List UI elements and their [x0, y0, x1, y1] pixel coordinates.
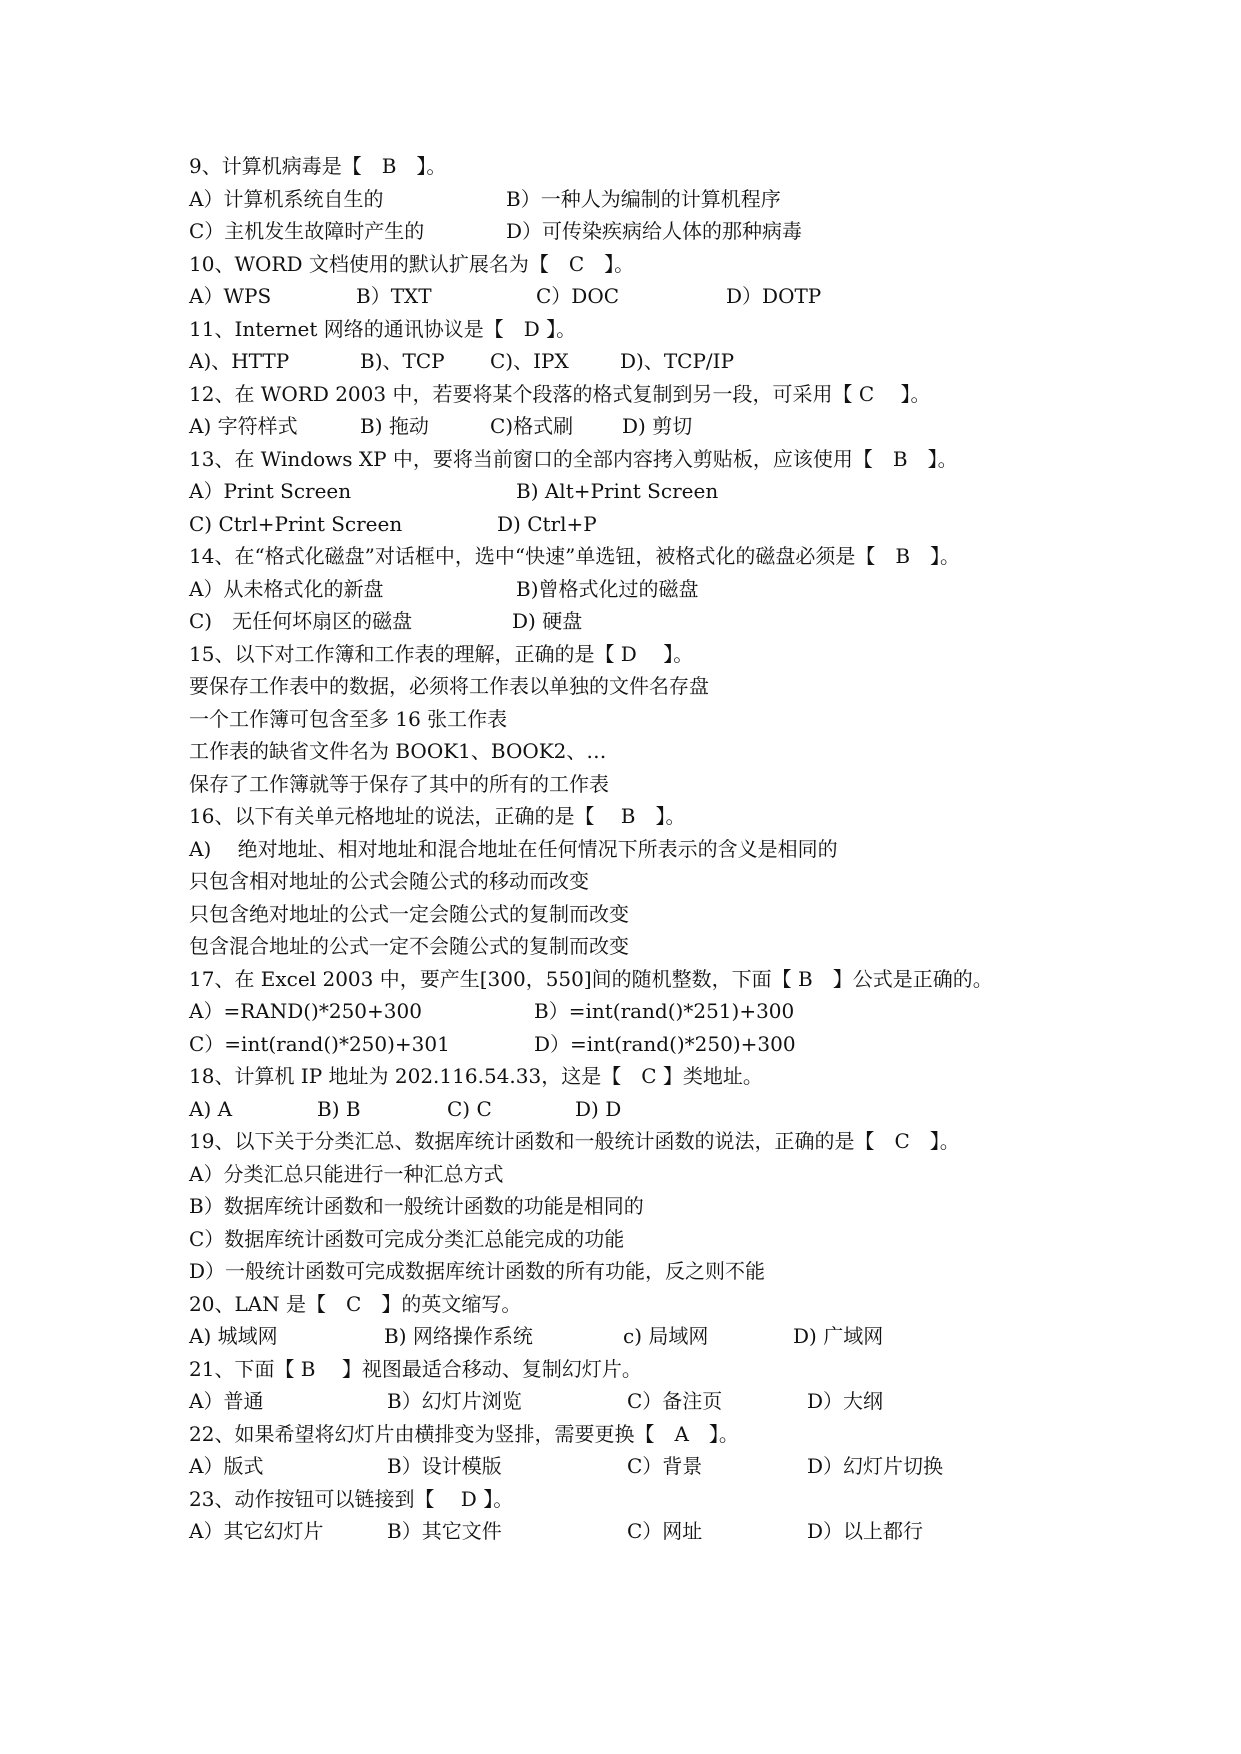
question-text: 22、如果希望将幻灯片由横排变为竖排，需要更换【 A 】。	[189, 1421, 739, 1446]
question-line	[189, 1060, 1189, 1093]
option-c: C）背景	[627, 1454, 703, 1478]
option-d: D）可传染疾病给人体的那种病毒	[506, 219, 803, 243]
question-line	[189, 150, 1189, 183]
option-line	[189, 183, 1189, 216]
option-line	[189, 995, 1189, 1028]
question-line	[189, 1483, 1189, 1516]
statement-line	[189, 1223, 1189, 1256]
statement-line	[189, 735, 1189, 768]
question-text: 17、在 Excel 2003 中，要产生[300，550]间的随机整数，下面【 B 】公式是正确的。	[189, 966, 993, 991]
option-a: A) A	[189, 1096, 233, 1121]
question-line	[189, 963, 1189, 996]
option-a: A）计算机系统自生的	[189, 186, 384, 211]
option-a: A）分类汇总只能进行一种汇总方式	[189, 1161, 504, 1186]
statement-line	[189, 865, 1189, 898]
question-text: 23、动作按钮可以链接到【 D 】。	[189, 1486, 514, 1511]
question-text: 12、在 WORD 2003 中，若要将某个段落的格式复制到另一段，可采用【 C 】。	[189, 381, 931, 406]
option-d: D）以上都行	[807, 1519, 924, 1543]
option-c: C) Ctrl+Print Screen	[189, 511, 403, 536]
option-d: D) 剪切	[622, 414, 693, 438]
option-c: C）网址	[627, 1519, 703, 1543]
question-text: 21、下面【 B 】视图最适合移动、复制幻灯片。	[189, 1356, 642, 1381]
statement-text: A) 绝对地址、相对地址和混合地址在任何情况下所表示的含义是相同的	[189, 836, 838, 861]
option-d: D) D	[575, 1096, 622, 1121]
question-text: 19、以下关于分类汇总、数据库统计函数和一般统计函数的说法，正确的是【 C 】。	[189, 1129, 960, 1153]
option-b: B）数据库统计函数和一般统计函数的功能是相同的	[189, 1194, 644, 1218]
option-b: B）设计模版	[387, 1454, 502, 1478]
option-a: A) 字符样式	[189, 414, 298, 438]
option-c: C)、IPX	[490, 349, 569, 373]
option-a: A) 城域网	[189, 1324, 278, 1348]
statement-line	[189, 898, 1189, 931]
option-d: D）DOTP	[726, 284, 822, 308]
question-text: 15、以下对工作簿和工作表的理解，正确的是【 D 】。	[189, 641, 694, 666]
statement-text: 一个工作簿可包含至多 16 张工作表	[189, 706, 508, 731]
option-line	[189, 1385, 1189, 1418]
option-line	[189, 508, 1189, 541]
statement-line	[189, 768, 1189, 801]
option-line	[189, 475, 1189, 508]
option-d: D）一般统计函数可完成数据库统计函数的所有功能，反之则不能	[189, 1259, 766, 1283]
option-a: A)、HTTP	[189, 349, 290, 373]
quiz-content	[189, 150, 1189, 1548]
question-text: 16、以下有关单元格地址的说法，正确的是【 B 】。	[189, 804, 686, 828]
option-a: A）其它幻灯片	[189, 1519, 324, 1543]
option-b: B）TXT	[356, 284, 432, 308]
question-line	[189, 800, 1189, 833]
option-b: B)曾格式化过的磁盘	[516, 576, 699, 601]
statement-text: 只包含绝对地址的公式一定会随公式的复制而改变	[189, 901, 629, 926]
option-line	[189, 1320, 1189, 1353]
question-line	[189, 1125, 1189, 1158]
option-line	[189, 1093, 1189, 1126]
option-b: B）=int(rand()*251)+300	[534, 999, 795, 1023]
option-a: A）从未格式化的新盘	[189, 576, 384, 601]
option-a: A）WPS	[189, 284, 272, 308]
question-text: 20、LAN 是【 C 】的英文缩写。	[189, 1291, 522, 1316]
statement-text: 只包含相对地址的公式会随公式的移动而改变	[189, 869, 589, 893]
option-b: B) 网络操作系统	[384, 1324, 533, 1348]
question-text: 14、在“格式化磁盘”对话框中，选中“快速”单选钮，被格式化的磁盘必须是【 B 】。	[189, 544, 961, 568]
option-c: C）主机发生故障时产生的	[189, 219, 425, 243]
option-d: D）大纲	[807, 1389, 884, 1413]
question-line	[189, 638, 1189, 671]
question-text: 10、WORD 文档使用的默认扩展名为【 C 】。	[189, 251, 635, 276]
option-line	[189, 215, 1189, 248]
question-line	[189, 443, 1189, 476]
statement-text: 要保存工作表中的数据，必须将工作表以单独的文件名存盘	[189, 674, 709, 698]
option-c: C）=int(rand()*250)+301	[189, 1031, 450, 1056]
option-d: D) Ctrl+P	[497, 511, 597, 536]
option-a: A）Print Screen	[189, 479, 352, 503]
option-b: B)、TCP	[360, 349, 445, 373]
question-line	[189, 313, 1189, 346]
option-c: C) C	[447, 1096, 492, 1121]
question-line	[189, 540, 1189, 573]
question-line	[189, 1288, 1189, 1321]
question-text: 9、计算机病毒是【 B 】。	[189, 154, 447, 178]
option-b: B) 拖动	[360, 414, 429, 438]
statement-text: 包含混合地址的公式一定不会随公式的复制而改变	[189, 934, 629, 958]
option-line	[189, 1028, 1189, 1061]
question-text: 13、在 Windows XP 中，要将当前窗口的全部内容拷入剪贴板，应该使用【 B 】。	[189, 446, 958, 471]
option-a: A）=RAND()*250+300	[189, 999, 422, 1023]
statement-line	[189, 670, 1189, 703]
option-line	[189, 1450, 1189, 1483]
option-a: A）版式	[189, 1454, 264, 1478]
option-d: D)、TCP/IP	[620, 349, 735, 373]
question-line	[189, 1353, 1189, 1386]
statement-line	[189, 833, 1189, 866]
option-d: D）=int(rand()*250)+300	[534, 1031, 796, 1056]
option-line	[189, 605, 1189, 638]
question-text: 11、Internet 网络的通讯协议是【 D 】。	[189, 316, 577, 341]
option-d: D）幻灯片切换	[807, 1454, 944, 1478]
option-b: B）一种人为编制的计算机程序	[506, 186, 781, 211]
option-c: C）备注页	[627, 1389, 723, 1413]
option-line	[189, 410, 1189, 443]
option-a: A）普通	[189, 1389, 264, 1413]
statement-line	[189, 1190, 1189, 1223]
statement-line	[189, 1255, 1189, 1288]
option-c: c) 局域网	[623, 1324, 709, 1348]
option-b: B) Alt+Print Screen	[516, 479, 719, 503]
question-text: 18、计算机 IP 地址为 202.116.54.33，这是【 C 】类地址。	[189, 1064, 763, 1088]
statement-line	[189, 703, 1189, 736]
option-c: C）DOC	[536, 284, 620, 308]
option-b: B）其它文件	[387, 1519, 502, 1543]
statement-text: 工作表的缺省文件名为 BOOK1、BOOK2、…	[189, 739, 607, 763]
option-line	[189, 1515, 1189, 1548]
option-d: D) 硬盘	[512, 609, 583, 633]
statement-line	[189, 930, 1189, 963]
option-line	[189, 573, 1189, 606]
question-line	[189, 378, 1189, 411]
option-b: B）幻灯片浏览	[387, 1389, 522, 1413]
option-c: C)格式刷	[490, 414, 574, 438]
question-line	[189, 1418, 1189, 1451]
option-c: C) 无任何坏扇区的磁盘	[189, 609, 413, 633]
statement-text: 保存了工作簿就等于保存了其中的所有的工作表	[189, 771, 609, 796]
option-d: D) 广域网	[793, 1324, 884, 1348]
option-b: B) B	[317, 1096, 361, 1121]
statement-line	[189, 1158, 1189, 1191]
option-line	[189, 280, 1189, 313]
option-line	[189, 345, 1189, 378]
option-c: C）数据库统计函数可完成分类汇总能完成的功能	[189, 1226, 625, 1251]
question-line	[189, 248, 1189, 281]
